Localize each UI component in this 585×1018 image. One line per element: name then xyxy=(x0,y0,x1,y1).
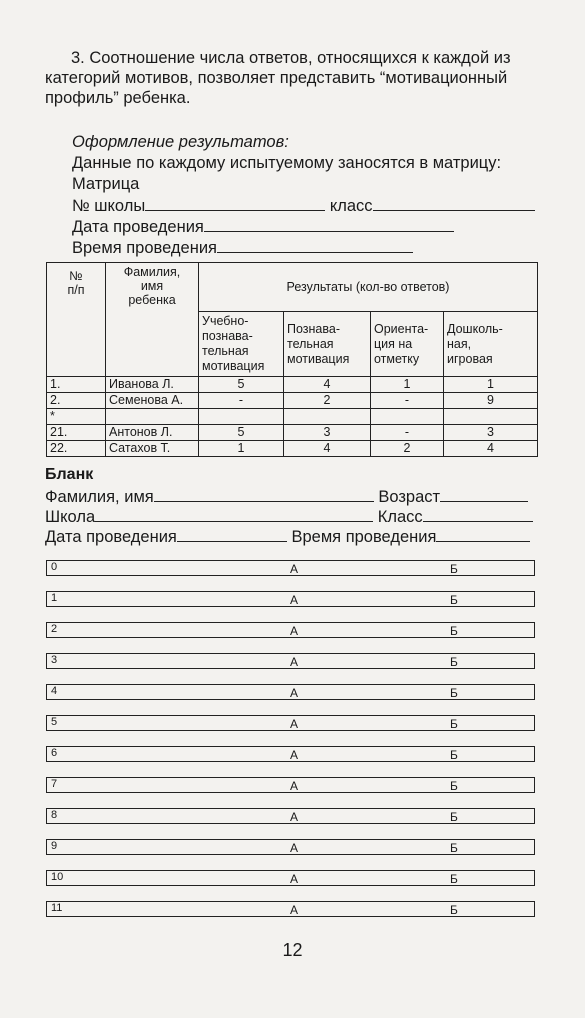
col-header-num-line: № xyxy=(69,269,83,283)
blank-time-label: Время проведения xyxy=(291,528,437,546)
answer-option-a[interactable]: А xyxy=(290,655,299,669)
answer-row-num: 11 xyxy=(51,902,63,914)
blank-name-label: Фамилия, имя xyxy=(45,488,154,506)
paragraph-motive-ratio xyxy=(45,48,545,108)
blank-time-fill-line[interactable] xyxy=(436,527,530,542)
sub-header-line: Познава- xyxy=(287,322,340,336)
answer-option-a[interactable]: А xyxy=(290,686,299,700)
sub-header-line: тельная xyxy=(202,344,249,358)
row-value xyxy=(284,409,371,425)
row-num: 1. xyxy=(47,377,106,393)
row-value: 2 xyxy=(371,441,444,457)
row-value: 2 xyxy=(284,393,371,409)
row-value xyxy=(444,409,538,425)
answer-option-a[interactable]: А xyxy=(290,593,299,607)
row-value: 3 xyxy=(444,425,538,441)
row-value: 4 xyxy=(444,441,538,457)
col-header-name-line: имя xyxy=(140,279,164,293)
answer-row[interactable] xyxy=(46,560,535,576)
answer-row-num: 5 xyxy=(51,716,58,728)
answer-option-b[interactable]: Б xyxy=(450,779,458,793)
answer-option-a[interactable]: А xyxy=(290,779,299,793)
results-heading: Оформление результатов: xyxy=(72,133,289,151)
answer-option-a[interactable]: А xyxy=(290,624,299,638)
blank-name-age-line xyxy=(45,487,528,507)
row-value: 4 xyxy=(284,441,371,457)
answer-row[interactable] xyxy=(46,591,535,607)
table-row xyxy=(47,409,538,425)
blank-class-fill-line[interactable] xyxy=(423,507,533,522)
blank-school-label: Школа xyxy=(45,508,96,526)
col-header-cognitive xyxy=(284,312,371,377)
answer-row-num: 4 xyxy=(51,685,58,697)
class-fill-line xyxy=(373,196,535,211)
answer-row-num: 8 xyxy=(51,809,58,821)
answer-row[interactable] xyxy=(46,777,535,793)
row-num: * xyxy=(47,409,106,425)
col-header-num-line: п/п xyxy=(67,283,85,297)
blank-date-fill-line[interactable] xyxy=(177,527,287,542)
blank-school-class-line xyxy=(45,507,533,527)
sub-header-line: ция на xyxy=(374,337,413,351)
answer-option-b[interactable]: Б xyxy=(450,872,458,886)
matrix-intro: Данные по каждому испытуемому заносятся в матрицу: xyxy=(72,154,502,172)
answer-option-b[interactable]: Б xyxy=(450,903,458,917)
answer-row-num: 9 xyxy=(51,840,58,852)
class-label: класс xyxy=(329,197,373,215)
time-label: Время проведения xyxy=(72,239,217,257)
sub-header-line: Учебно- xyxy=(202,314,249,328)
sub-header-line: Дошколь- xyxy=(447,322,503,336)
blank-age-label: Возраст xyxy=(378,488,441,506)
sub-header-line: познава- xyxy=(202,329,253,343)
answer-row-num: 1 xyxy=(51,592,58,604)
answer-option-b[interactable]: Б xyxy=(450,562,458,576)
row-num: 21. xyxy=(47,425,106,441)
school-label: № школы xyxy=(72,197,146,215)
row-value: 1 xyxy=(371,377,444,393)
blank-name-fill-line[interactable] xyxy=(154,487,374,502)
school-fill-line xyxy=(145,196,325,211)
answer-option-b[interactable]: Б xyxy=(450,624,458,638)
page-number: 12 xyxy=(282,940,303,960)
row-value: - xyxy=(371,425,444,441)
blank-age-fill-line[interactable] xyxy=(440,487,528,502)
sub-header-line: ная, xyxy=(447,337,472,351)
answer-row-num: 2 xyxy=(51,623,58,635)
row-num: 22. xyxy=(47,441,106,457)
answer-row[interactable] xyxy=(46,684,535,700)
row-value: 5 xyxy=(199,425,284,441)
answer-row-num: 7 xyxy=(51,778,58,790)
date-fill-line xyxy=(204,217,454,232)
answer-row[interactable] xyxy=(46,746,535,762)
answer-row[interactable] xyxy=(46,653,535,669)
answer-row[interactable] xyxy=(46,808,535,824)
table-row xyxy=(47,393,538,409)
sub-header-line: Ориента- xyxy=(374,322,429,336)
date-line xyxy=(72,217,454,237)
row-name: Семенова А. xyxy=(106,393,199,409)
time-fill-line xyxy=(217,238,413,253)
answer-row[interactable] xyxy=(46,715,535,731)
answer-option-a[interactable]: А xyxy=(290,810,299,824)
answer-option-a[interactable]: А xyxy=(290,903,299,917)
table-row xyxy=(47,441,538,457)
col-header-results: Результаты (кол-во ответов) xyxy=(199,263,538,312)
table-row xyxy=(47,425,538,441)
answer-row[interactable] xyxy=(46,839,535,855)
sub-header-line: игровая xyxy=(447,352,493,366)
answer-option-a[interactable]: А xyxy=(290,748,299,762)
paragraph-line: 3. Соотношение числа ответов, относящихся к каждой из xyxy=(71,49,511,67)
blank-school-fill-line[interactable] xyxy=(95,507,373,522)
answer-option-b[interactable]: Б xyxy=(450,841,458,855)
col-header-name xyxy=(106,263,199,377)
table-row xyxy=(47,377,538,393)
answer-option-a[interactable]: А xyxy=(290,872,299,886)
blank-date-time-line xyxy=(45,527,530,547)
row-num: 2. xyxy=(47,393,106,409)
row-value: 4 xyxy=(284,377,371,393)
answer-row-num: 3 xyxy=(51,654,58,666)
sub-header-line: мотивация xyxy=(202,359,265,373)
row-name: Иванова Л. xyxy=(106,377,199,393)
col-header-educational xyxy=(199,312,284,377)
answer-row[interactable] xyxy=(46,622,535,638)
col-header-name-line: ребенка xyxy=(128,293,176,307)
answer-option-a[interactable]: А xyxy=(290,562,299,576)
answer-row[interactable] xyxy=(46,870,535,886)
sub-header-line: отметку xyxy=(374,352,420,366)
row-name: Антонов Л. xyxy=(106,425,199,441)
answer-option-b[interactable]: Б xyxy=(450,686,458,700)
row-name: Сатахов Т. xyxy=(106,441,199,457)
answer-row-num: 6 xyxy=(51,747,58,759)
row-value: 9 xyxy=(444,393,538,409)
answer-row-num: 10 xyxy=(51,871,64,883)
row-value xyxy=(199,409,284,425)
row-value xyxy=(371,409,444,425)
answer-option-a[interactable]: А xyxy=(290,717,299,731)
sub-header-line: мотивация xyxy=(287,352,350,366)
school-class-line xyxy=(72,196,535,216)
time-line xyxy=(72,238,413,258)
blank-class-label: Класс xyxy=(377,508,423,526)
row-value: 1 xyxy=(199,441,284,457)
results-matrix-table xyxy=(46,262,538,457)
answer-row-num: 0 xyxy=(51,561,58,573)
blank-title: Бланк xyxy=(45,466,94,483)
date-label: Дата проведения xyxy=(72,218,204,236)
answer-row[interactable] xyxy=(46,901,535,917)
blank-date-label: Дата проведения xyxy=(45,528,177,546)
paragraph-line: категорий мотивов, позволяет представить “мотивационный xyxy=(45,69,508,87)
col-header-grade xyxy=(371,312,444,377)
row-value: - xyxy=(199,393,284,409)
answer-option-a[interactable]: А xyxy=(290,841,299,855)
matrix-label: Матрица xyxy=(72,175,140,193)
row-value: 1 xyxy=(444,377,538,393)
col-header-num xyxy=(47,263,106,377)
answer-option-b[interactable]: Б xyxy=(450,717,458,731)
col-header-name-line: Фамилия, xyxy=(123,265,181,279)
row-value: - xyxy=(371,393,444,409)
answer-option-b[interactable]: Б xyxy=(450,810,458,824)
paragraph-line: профиль” ребенка. xyxy=(45,89,191,107)
answer-option-b[interactable]: Б xyxy=(450,655,458,669)
sub-header-line: тельная xyxy=(287,337,334,351)
col-header-preschool xyxy=(444,312,538,377)
row-value: 3 xyxy=(284,425,371,441)
answer-option-b[interactable]: Б xyxy=(450,748,458,762)
row-value: 5 xyxy=(199,377,284,393)
answer-option-b[interactable]: Б xyxy=(450,593,458,607)
row-name xyxy=(106,409,199,425)
